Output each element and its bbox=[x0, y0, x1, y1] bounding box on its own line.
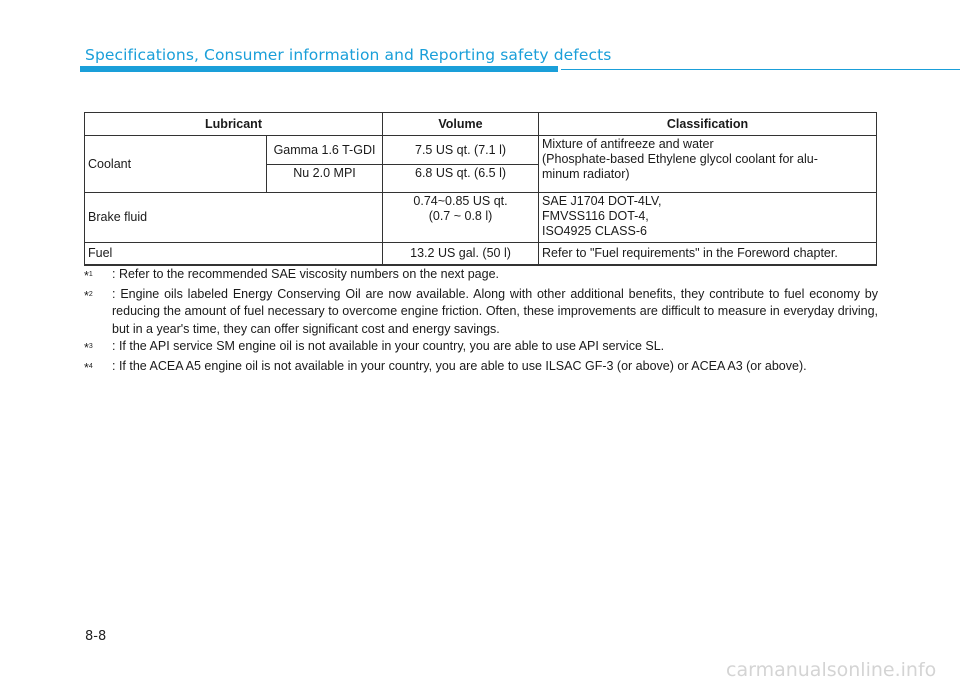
coolant-engine-2: Nu 2.0 MPI bbox=[267, 165, 383, 193]
footnote-text: : Engine oils labeled Energy Conserving Oil are now available. Along with other additional benefits, they contribute to fuel economy by reducing the amount of fuel necessary to overcome engine friction. Often, these improvements are difficult to measure in everyday driving, but in a year's time, they can offer significant cost and energy savings. bbox=[112, 286, 878, 336]
footnote-text: : If the ACEA A5 engine oil is not available in your country, you are able to use ILSAC GF-3 (or above) or ACEA A3 (or above). bbox=[112, 358, 807, 373]
footnote-text: : Refer to the recommended SAE viscosity numbers on the next page. bbox=[112, 267, 500, 281]
footnotes bbox=[84, 266, 878, 377]
svg-text:carmanualsonline.info: carmanualsonline.info bbox=[726, 659, 936, 681]
coolant-classification bbox=[539, 136, 877, 193]
footnote-marker: *$^2$ bbox=[84, 288, 93, 303]
fuel-volume: 13.2 US gal. (50 l) bbox=[383, 243, 539, 265]
table-row bbox=[85, 136, 877, 165]
coolant-volume-1: 7.5 US qt. (7.1 l) bbox=[383, 136, 539, 165]
section-title: Specifications, Consumer information and Reporting safety defects bbox=[85, 46, 612, 64]
brake-volume-line-2: (0.7 ~ 0.8 l) bbox=[428, 209, 493, 223]
brake-volume-line-1: 0.74~0.85 US qt. bbox=[413, 194, 508, 208]
table-header-row bbox=[85, 113, 877, 136]
col-header-classification: Classification bbox=[539, 113, 877, 136]
brake-fluid-classification bbox=[539, 193, 877, 243]
brake-class-line-1: SAE J1704 DOT-4LV, bbox=[542, 194, 662, 208]
coolant-volume-2: 6.8 US qt. (6.5 l) bbox=[383, 165, 539, 193]
brake-fluid-volume bbox=[383, 193, 539, 243]
coolant-label: Coolant bbox=[85, 136, 267, 193]
col-header-volume: Volume bbox=[383, 113, 539, 136]
footnote-marker: *$^4$ bbox=[84, 360, 93, 375]
coolant-engine-1: Gamma 1.6 T-GDI bbox=[267, 136, 383, 165]
footnote-marker: *$^1$ bbox=[84, 269, 93, 283]
fuel-classification: Refer to "Fuel requirements" in the Foreword chapter. bbox=[539, 243, 877, 265]
col-header-lubricant: Lubricant bbox=[85, 113, 383, 136]
brake-class-line-3: ISO4925 CLASS-6 bbox=[542, 224, 647, 238]
footnote-2 bbox=[84, 286, 878, 339]
fuel-label: Fuel bbox=[85, 243, 383, 265]
brake-class-line-2: FMVSS116 DOT-4, bbox=[542, 209, 649, 223]
footnote-1 bbox=[84, 266, 878, 286]
footnote-3 bbox=[84, 338, 878, 358]
coolant-class-line-3: minum radiator) bbox=[542, 167, 630, 181]
lubricant-spec-table bbox=[84, 112, 877, 266]
table-row bbox=[85, 243, 877, 265]
table-row bbox=[85, 193, 877, 243]
page-number: 8-8 bbox=[85, 629, 107, 644]
footnote-4 bbox=[84, 358, 878, 378]
brake-fluid-label: Brake fluid bbox=[85, 193, 383, 243]
footnote-text: : If the API service SM engine oil is not available in your country, you are able to use API service SL. bbox=[112, 339, 665, 353]
coolant-class-line-1: Mixture of antifreeze and water bbox=[542, 137, 714, 151]
footnote-marker: *$^3$ bbox=[84, 341, 93, 355]
header-rule-thick bbox=[80, 66, 558, 72]
header-rule-thin bbox=[561, 69, 960, 70]
coolant-class-line-2: (Phosphate-based Ethylene glycol coolant for alu- bbox=[542, 152, 818, 166]
watermark-logo bbox=[726, 656, 936, 682]
